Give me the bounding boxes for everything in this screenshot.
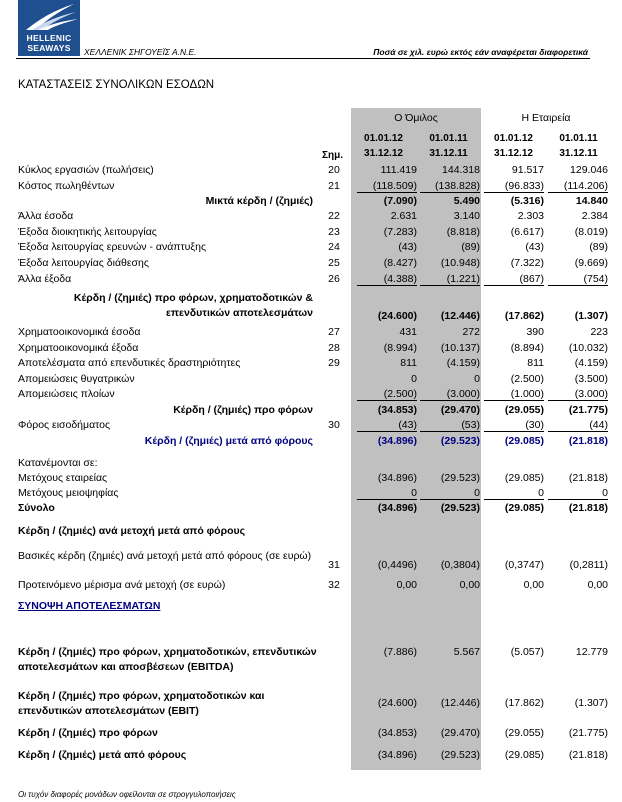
table-row-total <box>0 502 622 517</box>
cell-group-2011: 0,00 <box>459 579 480 591</box>
cell-group-2011: (10.948) <box>440 257 480 269</box>
cell-company-2011: (0,2811) <box>569 559 608 571</box>
col-header-to: 31.12.12 <box>364 148 403 159</box>
cell-group-2012: (0,4496) <box>377 559 417 571</box>
cell-group-2012: (7.886) <box>383 646 417 658</box>
row-label: Κέρδη / (ζημιές) ανά μετοχή μετά από φόρους <box>18 525 246 537</box>
cell-group-2011: (89) <box>461 241 480 253</box>
table-row <box>0 226 622 241</box>
cell-group-2012: 0 <box>411 373 417 385</box>
row-label: Έξοδα λειτουργίας ερευνών - ανάπτυξης <box>18 241 207 253</box>
cell-group-2011: 5.567 <box>453 646 480 658</box>
row-label: Έξοδα διοικητικής λειτουργίας <box>18 226 157 238</box>
row-label: Απομειώσεις θυγατρικών <box>18 373 135 385</box>
cell-group-2011: 0 <box>474 373 480 385</box>
section-heading <box>0 600 622 615</box>
cell-company-2012: (96.833) <box>484 180 544 193</box>
cell-company-2012: (29.055) <box>504 404 544 416</box>
cell-group-2012: 431 <box>399 326 417 338</box>
cell-group-2012: (43) <box>398 241 417 253</box>
cell-company-2011: (21.818) <box>568 502 608 514</box>
row-note: 28 <box>328 342 340 354</box>
cell-company-2012: 811 <box>527 357 544 369</box>
cell-group-2011: (29.470) <box>440 727 480 739</box>
table-row-summary <box>0 727 622 742</box>
row-note: 31 <box>328 559 340 571</box>
table-row <box>0 357 622 372</box>
cell-group-2012: (34.853) <box>377 404 417 416</box>
cell-group-2011: 272 <box>462 326 480 338</box>
cell-group-2012: (34.896) <box>377 502 417 514</box>
row-note: 20 <box>328 164 340 176</box>
cell-group-2012: (24.600) <box>377 310 417 322</box>
table-row-subtotal <box>0 404 622 419</box>
cell-company-2011: (754) <box>548 273 608 286</box>
row-label: Προτεινόμενο μέρισμα ανά μετοχή (σε ευρώ) <box>18 579 226 591</box>
amounts-note: Ποσά σε χιλ. ευρώ εκτός εάν αναφέρεται διαφορετικά <box>373 47 588 57</box>
row-label: Κόστος πωληθέντων <box>18 180 115 192</box>
cell-group-2012: (118.509) <box>357 180 417 193</box>
cell-company-2012: (7.322) <box>510 257 544 269</box>
cell-group-2012: 0,00 <box>396 579 417 591</box>
cell-company-2012: (29.055) <box>504 727 544 739</box>
row-note: 25 <box>328 257 340 269</box>
logo-wings-icon <box>18 0 80 34</box>
col-header-to: 31.12.11 <box>559 148 598 159</box>
row-label: Κατανέμονται σε: <box>18 457 98 469</box>
cell-company-2011: 14.840 <box>575 195 608 207</box>
cell-company-2011: (10.032) <box>568 342 608 354</box>
cell-group-2012: (34.853) <box>377 727 417 739</box>
row-label: Κέρδη / (ζημιές) προ φόρων, χρηματοδοτικών, επενδυτικών <box>18 646 317 658</box>
row-note: 26 <box>328 273 340 285</box>
cell-group-2011: (12.446) <box>440 697 480 709</box>
table-row <box>0 388 622 403</box>
table-row <box>0 180 622 195</box>
table-row <box>0 342 622 357</box>
cell-company-2011: (21.818) <box>568 435 608 447</box>
cell-company-2011: (4.159) <box>574 357 608 369</box>
row-label-cont: επενδυτικών αποτελεσμάτων (EBIT) <box>18 705 199 717</box>
logo-text-line2: SEAWAYS <box>27 43 71 53</box>
table-row <box>0 550 622 580</box>
table-row <box>0 373 622 388</box>
cell-group-2011: (4.159) <box>446 357 480 369</box>
row-label: Έξοδα λειτουργίας διάθεσης <box>18 257 149 269</box>
logo-text-line1: HELLENIC <box>26 33 72 43</box>
cell-company-2012: 0 <box>484 487 544 500</box>
table-row-summary <box>0 749 622 764</box>
cell-company-2011: (44) <box>548 419 608 432</box>
cell-group-2011: (53) <box>420 419 480 432</box>
col-header-to: 31.12.12 <box>494 148 533 159</box>
table-row <box>0 579 622 594</box>
cell-group-2012: (7.090) <box>383 195 417 207</box>
cell-company-2012: 2.303 <box>517 210 544 222</box>
note-column-header: Σημ. <box>322 150 344 161</box>
row-label: Σύνολο <box>18 502 55 514</box>
cell-group-2012: 0 <box>357 487 417 500</box>
cell-company-2012: (17.862) <box>504 310 544 322</box>
cell-company-2012: (29.085) <box>504 749 544 761</box>
cell-company-2011: 0 <box>548 487 608 500</box>
cell-group-2011: (3.000) <box>420 388 480 401</box>
cell-group-2011: 5.490 <box>453 195 480 207</box>
cell-company-2012: (5.057) <box>510 646 544 658</box>
table-row <box>0 257 622 272</box>
cell-group-2011: (29.523) <box>440 749 480 761</box>
cell-group-2011: (12.446) <box>440 310 480 322</box>
cell-group-2012: (34.896) <box>377 435 417 447</box>
table-row <box>0 326 622 341</box>
cell-company-2011: (21.818) <box>568 472 608 484</box>
cell-group-2011: (29.523) <box>440 502 480 514</box>
row-label: Κέρδη / (ζημιές) μετά από φόρους <box>18 749 187 761</box>
row-label: Κέρδη / (ζημιές) προ φόρων <box>18 727 158 739</box>
cell-group-2012: 111.419 <box>380 164 417 176</box>
cell-group-2011: (0,3804) <box>440 559 480 571</box>
cell-company-2012: (29.085) <box>504 435 544 447</box>
cell-company-2011: (1.307) <box>574 310 608 322</box>
table-row-subtotal <box>0 292 622 322</box>
cell-group-2011: (29.523) <box>440 435 480 447</box>
cell-group-2011: (10.137) <box>440 342 480 354</box>
cell-group-2012: (7.283) <box>383 226 417 238</box>
table-row <box>0 164 622 179</box>
cell-company-2011: (3.500) <box>574 373 608 385</box>
row-label: Μικτά κέρδη / (ζημιές) <box>205 195 313 207</box>
row-label: Άλλα έσοδα <box>18 210 74 222</box>
table-row <box>0 457 622 472</box>
cell-company-2011: (21.775) <box>568 404 608 416</box>
row-label: Κέρδη / (ζημιές) προ φόρων, χρηματοδοτικών και <box>18 690 265 702</box>
cell-company-2011: 129.046 <box>570 164 608 176</box>
cell-company-2012: (867) <box>484 273 544 286</box>
row-note: 21 <box>328 180 340 192</box>
cell-company-2011: (89) <box>589 241 608 253</box>
cell-company-2012: (43) <box>525 241 544 253</box>
section-heading <box>0 525 622 540</box>
cell-company-2012: 0,00 <box>523 579 544 591</box>
cell-company-2012: (17.862) <box>504 697 544 709</box>
cell-group-2012: (34.896) <box>377 472 417 484</box>
company-logo <box>18 0 80 56</box>
cell-group-2011: 144.318 <box>442 164 480 176</box>
col-header-from: 01.01.11 <box>559 133 598 144</box>
cell-group-2011: 3.140 <box>453 210 480 222</box>
cell-group-2012: (8.427) <box>383 257 417 269</box>
table-row <box>0 472 622 487</box>
row-label: Κέρδη / (ζημιές) προ φόρων, χρηματοδοτικών & <box>73 292 313 304</box>
table-row <box>0 210 622 225</box>
row-label: Κέρδη / (ζημιές) προ φόρων <box>173 404 313 416</box>
row-label: Απομειώσεις πλοίων <box>18 388 115 400</box>
cell-company-2011: (21.818) <box>568 749 608 761</box>
header-divider <box>16 58 590 59</box>
table-row <box>0 273 622 288</box>
row-label-cont: αποτελεσμάτων και αποσβέσεων (EBITDA) <box>18 661 234 673</box>
group-header-company: Η Εταιρεία <box>521 112 571 124</box>
row-label: Κέρδη / (ζημιές) μετά από φόρους <box>144 435 313 447</box>
table-row <box>0 241 622 256</box>
cell-group-2012: (2.500) <box>357 388 417 401</box>
col-header-from: 01.01.12 <box>494 133 533 144</box>
cell-company-2011: (21.775) <box>568 727 608 739</box>
row-label: Αποτελέσματα από επενδυτικές δραστηριότητες <box>18 357 241 369</box>
col-header-from: 01.01.11 <box>429 133 468 144</box>
cell-group-2011: (8.818) <box>446 226 480 238</box>
cell-company-2012: (1.000) <box>484 388 544 401</box>
table-row-total <box>0 435 622 450</box>
cell-company-2011: 223 <box>590 326 608 338</box>
cell-company-2012: (8.894) <box>510 342 544 354</box>
row-note: 30 <box>328 419 340 431</box>
row-label: Άλλα έξοδα <box>18 273 72 285</box>
rounding-footnote: Οι τυχόν διαφορές μονάδων οφείλονται σε στρογγυλοποιήσεις <box>18 790 236 799</box>
cell-company-2011: (9.669) <box>574 257 608 269</box>
cell-group-2011: (29.523) <box>440 472 480 484</box>
cell-group-2012: 811 <box>400 357 417 369</box>
row-label: Μετόχους μειοψηφίας <box>18 487 119 499</box>
cell-group-2012: (24.600) <box>377 697 417 709</box>
cell-company-2012: (0,3747) <box>504 559 544 571</box>
cell-group-2012: (8.994) <box>383 342 417 354</box>
cell-group-2011: (1.221) <box>420 273 480 286</box>
row-label: Κύκλος εργασιών (πωλήσεις) <box>18 164 154 176</box>
cell-company-2012: (29.085) <box>504 502 544 514</box>
cell-group-2011: 0 <box>420 487 480 500</box>
row-label-cont: επενδυτικών αποτελεσμάτων <box>165 307 313 319</box>
cell-company-2012: (30) <box>484 419 544 432</box>
company-name: ΧΕΛΛΕΝΙΚ ΣΗΓΟΥΕΪΣ Α.Ν.Ε. <box>84 47 197 57</box>
cell-group-2012: (4.388) <box>357 273 417 286</box>
row-note: 32 <box>328 579 340 591</box>
cell-company-2012: 390 <box>526 326 544 338</box>
page-title: ΚΑΤΑΣΤΑΣΕΙΣ ΣΥΝΟΛΙΚΩΝ ΕΣΟΔΩΝ <box>18 79 215 91</box>
row-note: 23 <box>328 226 340 238</box>
cell-company-2011: 2.384 <box>581 210 608 222</box>
row-note: 27 <box>328 326 340 338</box>
table-row-subtotal <box>0 195 622 210</box>
cell-group-2011: (138.828) <box>420 180 480 193</box>
group-header-group: Ο Όμιλος <box>394 112 438 124</box>
table-row-summary <box>0 646 622 676</box>
row-note: 22 <box>328 210 340 222</box>
row-label: Μετόχους εταιρείας <box>18 472 108 484</box>
cell-company-2012: (2.500) <box>510 373 544 385</box>
table-row <box>0 487 622 502</box>
table-row <box>0 419 622 434</box>
cell-company-2011: (1.307) <box>574 697 608 709</box>
row-label: Χρηματοοικονομικά έσοδα <box>18 326 141 338</box>
table-row-summary <box>0 690 622 720</box>
cell-company-2011: (3.000) <box>548 388 608 401</box>
summary-results-link[interactable]: ΣΥΝΟΨΗ ΑΠΟΤΕΛΕΣΜΑΤΩΝ <box>18 600 161 612</box>
cell-company-2012: (6.617) <box>510 226 544 238</box>
row-label: Φόρος εισοδήματος <box>18 419 111 431</box>
cell-company-2012: (29.085) <box>504 472 544 484</box>
cell-company-2011: 0,00 <box>587 579 608 591</box>
row-label: Χρηματοοικονομικά έξοδα <box>18 342 139 354</box>
row-note: 29 <box>328 357 340 369</box>
row-note: 24 <box>328 241 340 253</box>
cell-company-2011: (8.019) <box>574 226 608 238</box>
row-label: Βασικές κέρδη (ζημιές) ανά μετοχή μετά από φόρους (σε ευρώ) <box>18 550 312 562</box>
cell-company-2011: (114.206) <box>548 180 608 193</box>
cell-company-2011: 12.779 <box>575 646 608 658</box>
cell-company-2012: 91.517 <box>511 164 544 176</box>
cell-group-2011: (29.470) <box>440 404 480 416</box>
cell-group-2012: (43) <box>357 419 417 432</box>
cell-group-2012: 2.631 <box>390 210 417 222</box>
cell-group-2012: (34.896) <box>377 749 417 761</box>
col-header-from: 01.01.12 <box>364 133 403 144</box>
cell-company-2012: (5.316) <box>510 195 544 207</box>
col-header-to: 31.12.11 <box>429 148 468 159</box>
